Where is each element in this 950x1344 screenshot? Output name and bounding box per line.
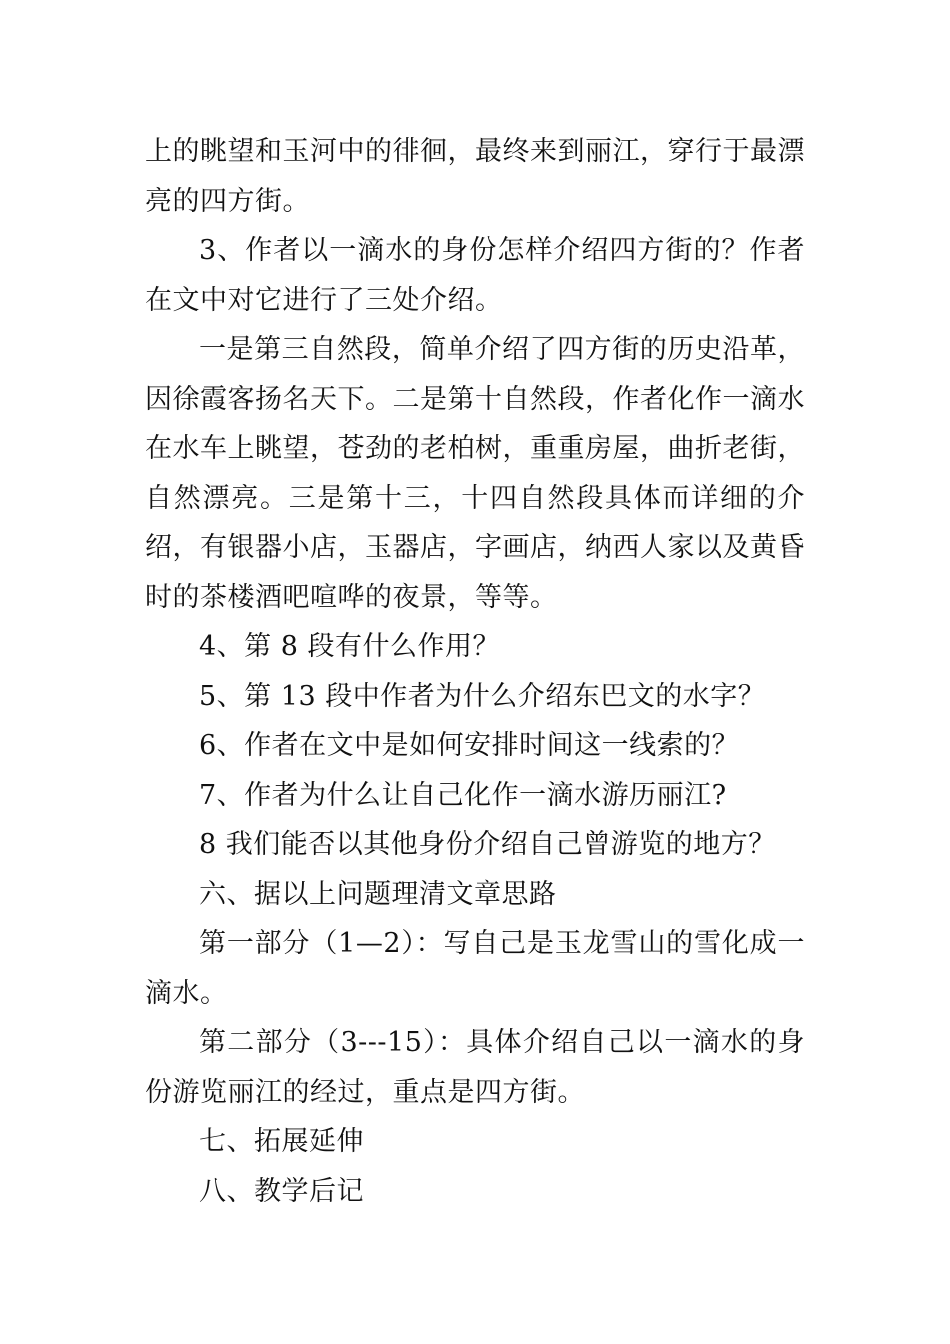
section-heading-7: 七、拓展延伸 — [199, 1126, 364, 1157]
section-heading-6: 六、据以上问题理清文章思路 — [199, 878, 557, 910]
paragraph-question-7: 7、作者为什么让自己化作一滴水游历丽江? — [199, 779, 727, 811]
document-body — [145, 127, 805, 1216]
paragraph-continuation: 上的眺望和玉河中的徘徊，最终来到丽江，穿行于最漂亮的四方街。 — [145, 136, 805, 217]
paragraph-question-8: 8 我们能否以其他身份介绍自己曾游览的地方？ — [199, 829, 776, 860]
paragraph-question-3: 3、作者以一滴水的身份怎样介绍四方街的？作者在文中对它进行了三处介绍。 — [145, 235, 805, 316]
section-heading-8: 八、教学后记 — [199, 1175, 364, 1207]
paragraph-part-2: 第二部分（3---15）：具体介绍自己以一滴水的身份游览丽江的经过，重点是四方街。 — [145, 1027, 805, 1108]
paragraph-question-5: 5、第 13 段中作者为什么介绍东巴文的水字？ — [199, 680, 766, 712]
paragraph-question-6: 6、作者在文中是如何安排时间这一线索的？ — [199, 730, 740, 761]
paragraph-question-4: 4、第 8 段有什么作用？ — [199, 631, 501, 662]
paragraph-answer-3: 一是第三自然段，简单介绍了四方街的历史沿革，因徐霞客扬名天下。二是第十自然段，作者化作一滴水在水车上眺望，苍劲的老柏树，重重房屋，曲折老街，自然漂亮。三是第十三，十四自然段具体而详细的介绍，有银器小店，玉器店，字画店，纳西人家以及黄昏时的茶楼酒吧喧哗的夜景，等等。 — [145, 334, 805, 613]
paragraph-part-1: 第一部分（1—2）：写自己是玉龙雪山的雪化成一滴水。 — [145, 928, 805, 1009]
